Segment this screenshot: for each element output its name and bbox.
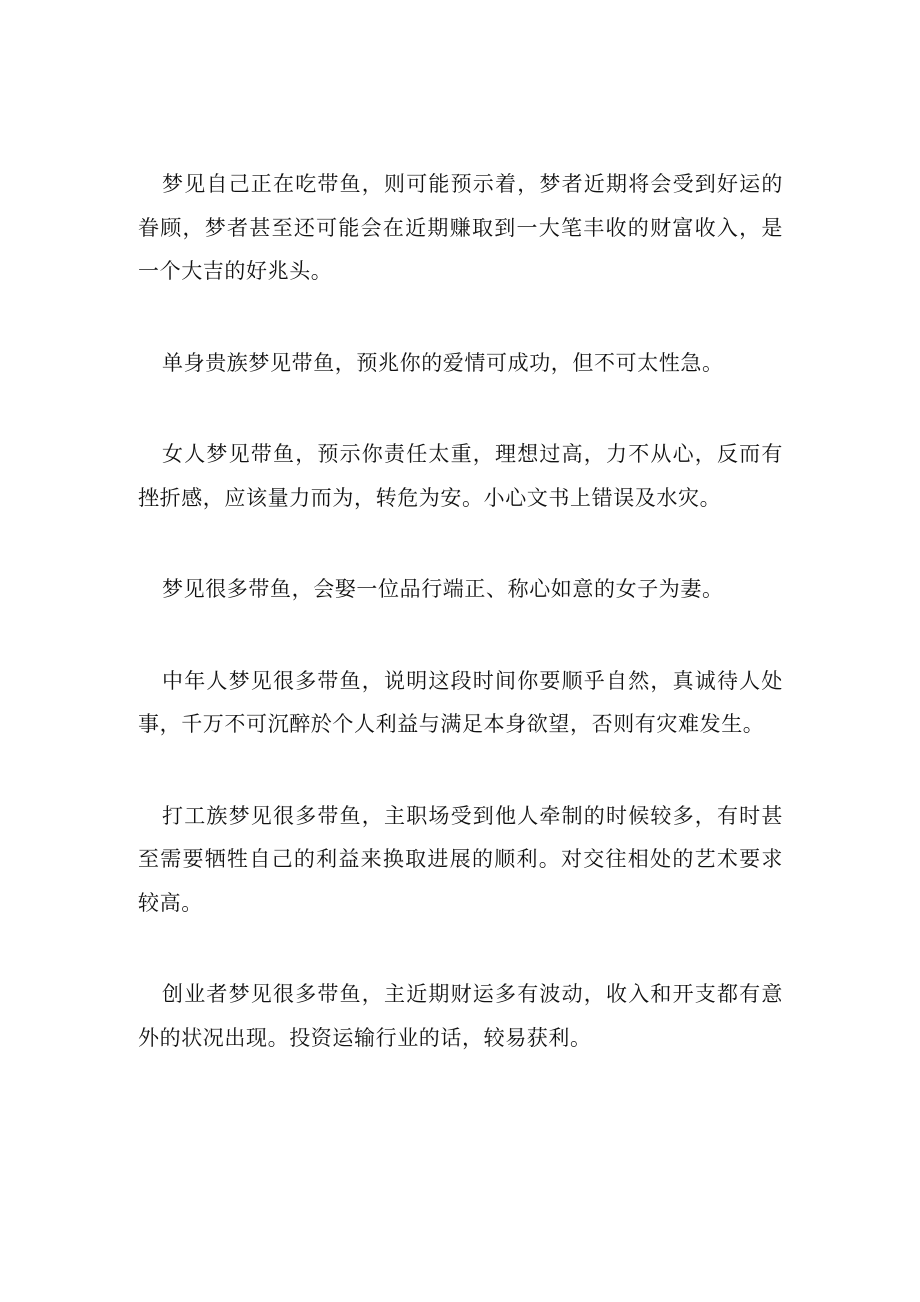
paragraph-entrepreneur: 创业者梦见很多带鱼，主近期财运多有波动，收入和开支都有意外的状况出现。投资运输行业的话，较易获利。 (138, 982, 783, 1050)
paragraph-many-ribbonfish: 梦见很多带鱼，会娶一位品行端正、称心如意的女子为妻。 (162, 577, 724, 601)
paragraph-woman: 女人梦见带鱼，预示你责任太重，理想过高，力不从心，反而有挫折感，应该量力而为，转危为安。小心文书上错误及水灾。 (138, 442, 783, 510)
document-body (138, 163, 783, 1108)
paragraph-eating-ribbonfish: 梦见自己正在吃带鱼，则可能预示着，梦者近期将会受到好运的眷顾，梦者甚至还可能会在近期赚取到一大笔丰收的财富收入，是一个大吉的好兆头。 (138, 172, 783, 283)
paragraph-middle-aged: 中年人梦见很多带鱼，说明这段时间你要顺乎自然，真诚待人处事，千万不可沉醉於个人利益与满足本身欲望，否则有灾难发生。 (138, 668, 783, 736)
paragraph-single-nobility: 单身贵族梦见带鱼，预兆你的爱情可成功，但不可太性急。 (162, 350, 724, 375)
paragraph-office-worker: 打工族梦见很多带鱼，主职场受到他人牵制的时候较多，有时甚至需要牺牲自己的利益来换取进展的顺利。对交往相处的艺术要求较高。 (138, 803, 783, 915)
